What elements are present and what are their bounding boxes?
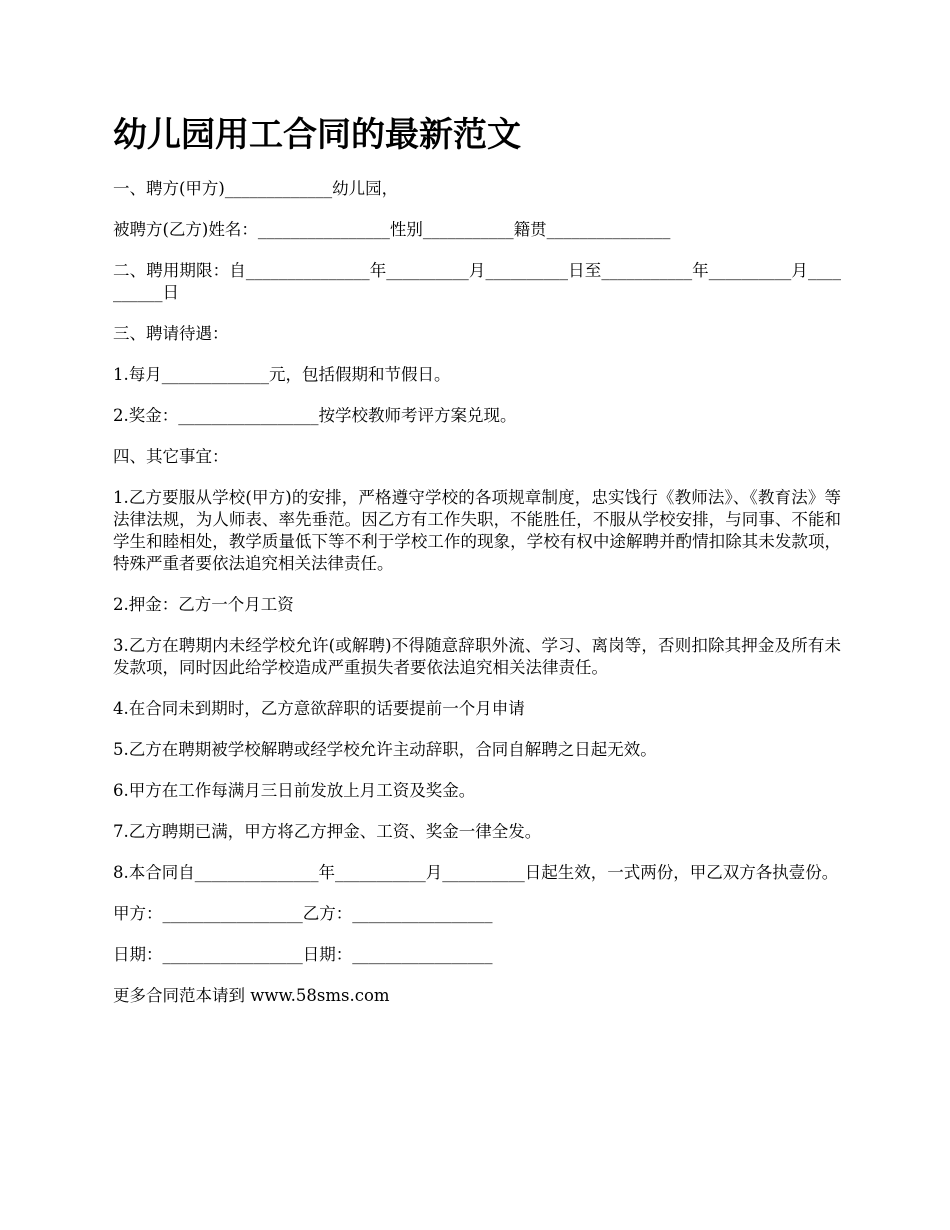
section-treatment-heading: 三、聘请待遇： [113,324,229,343]
clause-other-7: 7.乙方聘期已满，甲方将乙方押金、工资、奖金一律全发。 [113,822,542,841]
clause-other-3: 3.乙方在聘期内未经学校允许(或解聘)不得随意辞职外流、学习、离岗等，否则扣除其押金及所有未发款项，同时因此给学校造成严重损失者要依法追究相关法律责任。 [113,636,841,677]
clause-employee: 被聘方(乙方)姓名：________________性别___________籍贯_______________ [113,220,671,239]
signature-line: 甲方：_________________乙方：_________________ [113,904,493,923]
clause-employer: 一、聘方(甲方)_____________幼儿园， [113,179,399,198]
clause-other-5: 5.乙方在聘期被学校解聘或经学校允许主动辞职，合同自解聘之日起无效。 [113,740,657,759]
clause-other-8: 8.本合同自_______________年___________月__________日起生效，一式两份，甲乙双方各执壹份。 [113,863,839,882]
section-other-heading: 四、其它事宜： [113,447,229,466]
footer-link-text: 更多合同范本请到 www.58sms.com [113,986,390,1005]
clause-other-2: 2.押金：乙方一个月工资 [113,595,294,614]
clause-term: 二、聘用期限：自_______________年__________月__________日至___________年__________月__________日 [113,261,841,302]
clause-salary: 1.每月_____________元，包括假期和节假日。 [113,365,451,384]
document-page [113,112,841,1026]
clause-other-6: 6.甲方在工作每满月三日前发放上月工资及奖金。 [113,781,476,800]
document-title: 幼儿园用工合同的最新范文 [113,115,521,155]
clause-bonus: 2.奖金：_________________按学校教师考评方案兑现。 [113,406,517,425]
clause-other-4: 4.在合同未到期时，乙方意欲辞职的话要提前一个月申请 [113,699,525,718]
date-line: 日期：_________________日期：_________________ [113,945,493,964]
clause-other-1: 1.乙方要服从学校(甲方)的安排，严格遵守学校的各项规章制度，忠实饯行《教师法》、《教育法》等法律法规，为人师表、率先垂范。因乙方有工作失职，不能胜任，不服从学校安排，与同事、不能和学生和睦相处，教学质量低下等不利于学校工作的现象，学校有权中途解聘并酌情扣除其未发款项，特殊严重者要依法追究相关法律责任。 [113,488,841,573]
